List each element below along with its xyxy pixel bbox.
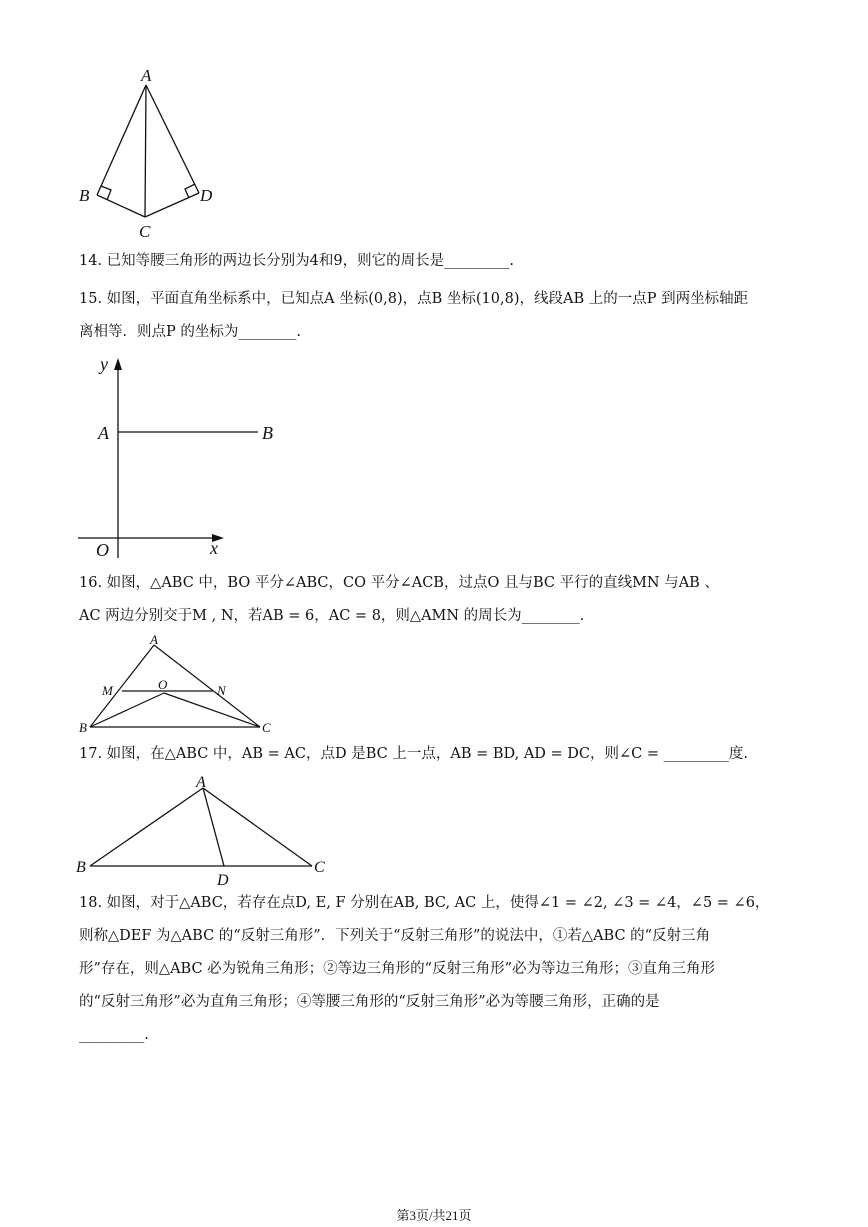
question-15-line-1: 15. 如图，平面直角坐标系中，已知点A 坐标(0,8)，点B 坐标(10,8)，线段AB 上的一点P 到两坐标轴距: [79, 291, 749, 307]
label-x: x: [210, 538, 218, 558]
question-18-line-1: 18. 如图，对于△ABC，若存在点D, E, F 分别在AB, BC, AC 上，使得∠1 = ∠2, ∠3 = ∠4，∠5 = ∠6，: [79, 895, 770, 911]
question-15-line-2: 离相等．则点P 的坐标为________.: [79, 324, 301, 340]
label-c: C: [262, 720, 271, 735]
label-b: B: [262, 423, 273, 443]
label-m: M: [102, 683, 113, 698]
question-17: 17. 如图，在△ABC 中，AB = AC，点D 是BC 上一点，AB = BD, AD = DC，则∠C = _________度.: [79, 746, 748, 762]
label-y: y: [100, 354, 108, 374]
figure-triangle-mn: [78, 633, 278, 738]
question-18-line-2: 则称△DEF 为△ABC 的“反射三角形”．下列关于“反射三角形”的说法中，①若△ABC 的“反射三角: [79, 928, 711, 944]
question-16-line-1: 16. 如图，△ABC 中，BO 平分∠ABC，CO 平分∠ACB，过点O 且与BC 平行的直线MN 与AB 、: [79, 575, 719, 591]
figure-kite-abcd: [75, 65, 225, 240]
label-d: D: [217, 872, 229, 889]
label-b: B: [79, 186, 90, 205]
label-a: A: [98, 423, 109, 443]
label-a: A: [150, 633, 158, 647]
question-14: 14. 已知等腰三角形的两边长分别为4和9，则它的周长是_________.: [79, 253, 514, 269]
question-18-line-5: _________.: [79, 1027, 149, 1043]
page-number: 第3页/共21页: [396, 1208, 472, 1223]
label-c: C: [139, 222, 151, 240]
label-a: A: [141, 66, 152, 85]
label-a: A: [196, 774, 206, 791]
figure-coordinate-axes: [78, 350, 288, 565]
label-o: O: [96, 540, 109, 560]
label-b: B: [79, 720, 87, 735]
figure-triangle-abdc: [76, 772, 336, 890]
question-18-line-4: 的“反射三角形”必为直角三角形；④等腰三角形的“反射三角形”必为等腰三角形，正确的是: [79, 994, 660, 1010]
label-d: D: [200, 186, 213, 205]
label-o: O: [158, 677, 168, 692]
label-c: C: [314, 859, 325, 876]
label-b: B: [76, 859, 86, 876]
question-18-line-3: 形”存在，则△ABC 必为锐角三角形；②等边三角形的“反射三角形”必为等边三角形；③直角三角形: [79, 961, 715, 977]
question-16-line-2: AC 两边分别交于M , N，若AB = 6，AC = 8，则△AMN 的周长为________.: [79, 608, 585, 624]
label-n: N: [217, 683, 226, 698]
